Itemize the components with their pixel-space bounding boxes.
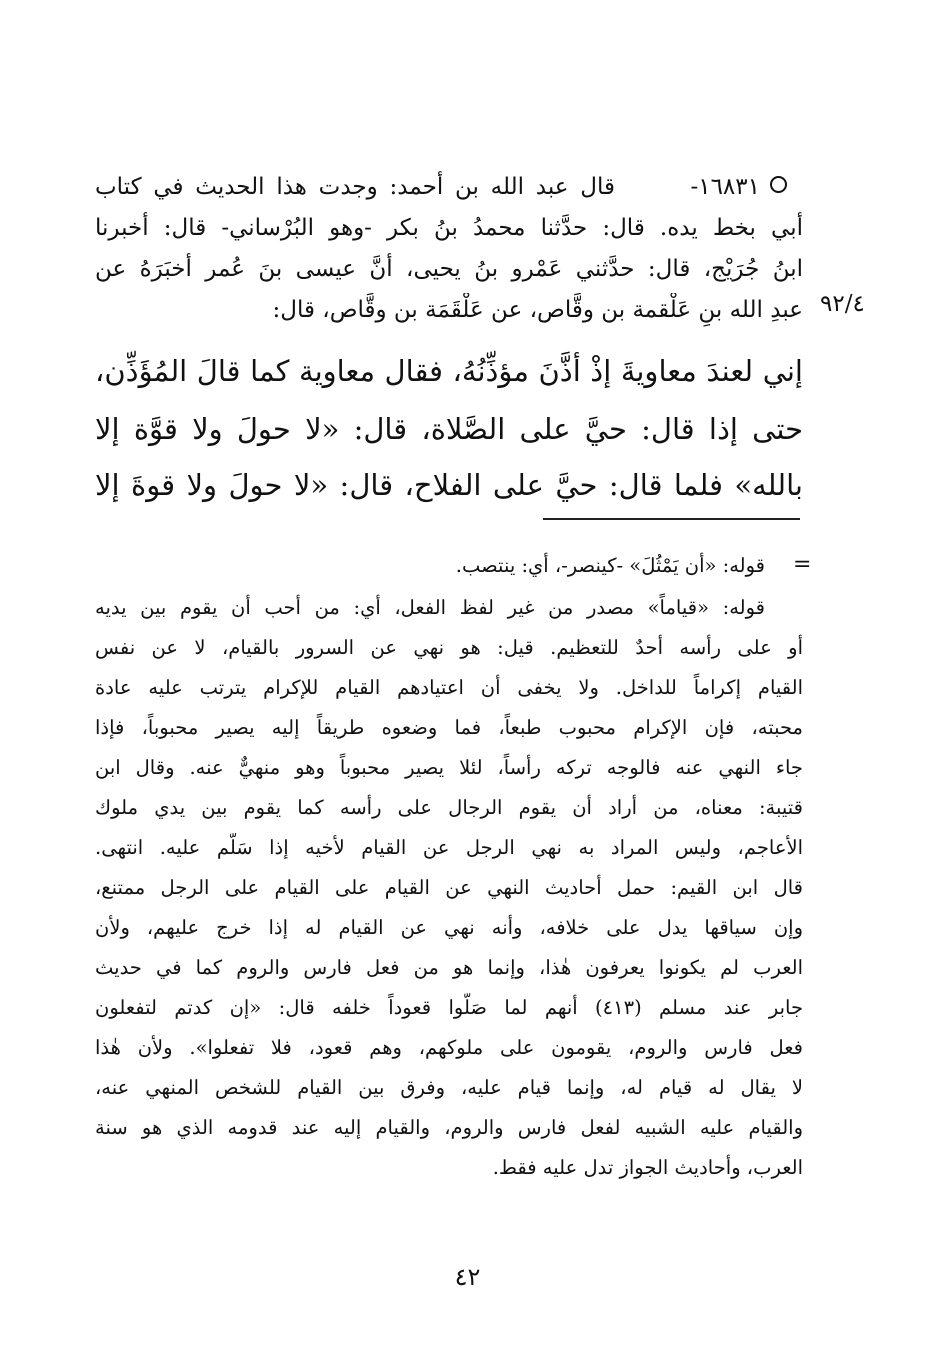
footnote-line-8: الأعاجم، وليس المراد به نهي الرجل عن القيام لأخيه إذا سَلَّم عليه. انتهى. bbox=[95, 836, 803, 859]
hadith-text-line-1: إني لعندَ معاويةَ إذْ أذَّنَ مؤذِّنُهُ، فقال معاوية كما قالَ المُؤَذِّن، bbox=[95, 354, 803, 388]
footnote-line-12: جابر عند مسلم (٤١٣) أنهم لما صَلَّوا قعوداً خلفه قال: «إن كدتم لتفعلون bbox=[95, 996, 803, 1019]
footnote-line-15: والقيام عليه الشبيه لفعل فارس والروم، والقيام إليه عند قدومه الذي هو سنة bbox=[95, 1116, 803, 1139]
page-number: ٤٢ bbox=[454, 1263, 481, 1291]
hadith-text-line-2: حتى إذا قال: حيَّ على الصَّلاة، قال: «لا حولَ ولا قوَّة إلا bbox=[95, 412, 803, 446]
footnote-continuation-mark: = bbox=[793, 552, 812, 577]
footnote-line-9: قال ابن القيم: حمل أحاديث النهي عن القيام على القيام على الرجل ممتنع، bbox=[95, 876, 803, 899]
footnote-line-13: فعل فارس والروم، يقومون على ملوكهم، وهم قعود، فلا تفعلوا». ولأن هٰذا bbox=[95, 1036, 803, 1059]
hadith-text-line-3: بالله» فلما قال: حيَّ على الفلاح، قال: «لا حولَ ولا قوةَ إلا bbox=[95, 468, 803, 502]
footnote-line-10: وإن سياقها يدل على خلافه، وأنه نهي عن القيام له إذا خرج عليهم، ولأن bbox=[95, 916, 803, 939]
footnote-line-16: العرب، وأحاديث الجواز تدل عليه فقط. bbox=[492, 1156, 803, 1179]
footnote-line-3: أو على رأسه أحدٌ للتعظيم. قيل: هو نهي عن السرور بالقيام، لا عن نفس bbox=[95, 636, 803, 659]
volume-page-reference: ٩٢/٤ bbox=[820, 291, 865, 317]
footnote-line-2: قوله: «قياماً» مصدر من غير لفظ الفعل، أي: من أحب أن يقوم بين يديه bbox=[95, 596, 765, 619]
footnote-line-6: جاء النهي عنه فالوجه تركه رأساً، لئلا يصير محبوباً وهو منهيٌّ عنه. وقال ابن bbox=[95, 756, 803, 779]
hadith-intro-line-1: قال عبد الله بن أحمد: وجدت هذا الحديث في كتاب bbox=[95, 174, 615, 200]
footnote-line-7: قتيبة: معناه، من أراد أن يقوم الرجال على رأسه كما يقوم بين يدي ملوك bbox=[95, 796, 803, 819]
footnote-line-11: العرب لم يكونوا يعرفون هٰذا، وإنما هو من فعل فارس والروم كما في حديث bbox=[95, 956, 803, 979]
footnote-line-4: القيام إكراماً للداخل. ولا يخفى أن اعتيادهم القيام للإكرام يترتب عليه عادة bbox=[95, 676, 803, 699]
hadith-number: ١٦٨٣١- bbox=[690, 174, 760, 200]
hadith-intro-line-2: أبي بخط يده. قال: حدَّثنا محمدُ بنُ بكر -وهو البُرْساني- قال: أخبرنا bbox=[95, 215, 803, 241]
footnote-separator bbox=[543, 518, 800, 520]
footnote-line-5: محبته، فإن الإكرام محبوب طبعاً، فما وضعوه طريقاً إليه يصير محبوباً، فإذا bbox=[95, 716, 803, 739]
footnote-line-1: قوله: «أن يَمْثُلَ» -كينصر-، أي: ينتصب. bbox=[455, 554, 765, 577]
footnote-line-14: لا يقال له قيام له، وإنما قيام عليه، وفرق بين القيام للشخص المنهي عنه، bbox=[95, 1076, 803, 1099]
hadith-intro-line-4: عبدِ الله بنِ عَلْقمة بن وقَّاص، عن عَلْقَمَة بن وقَّاص، قال: bbox=[272, 297, 803, 323]
hadith-intro-line-3: ابنُ جُرَيْج، قال: حدَّثني عَمْرو بنُ يحيى، أنَّ عيسى بنَ عُمر أخبَرَهُ عن bbox=[95, 256, 803, 282]
hadith-marker-icon bbox=[770, 176, 787, 193]
